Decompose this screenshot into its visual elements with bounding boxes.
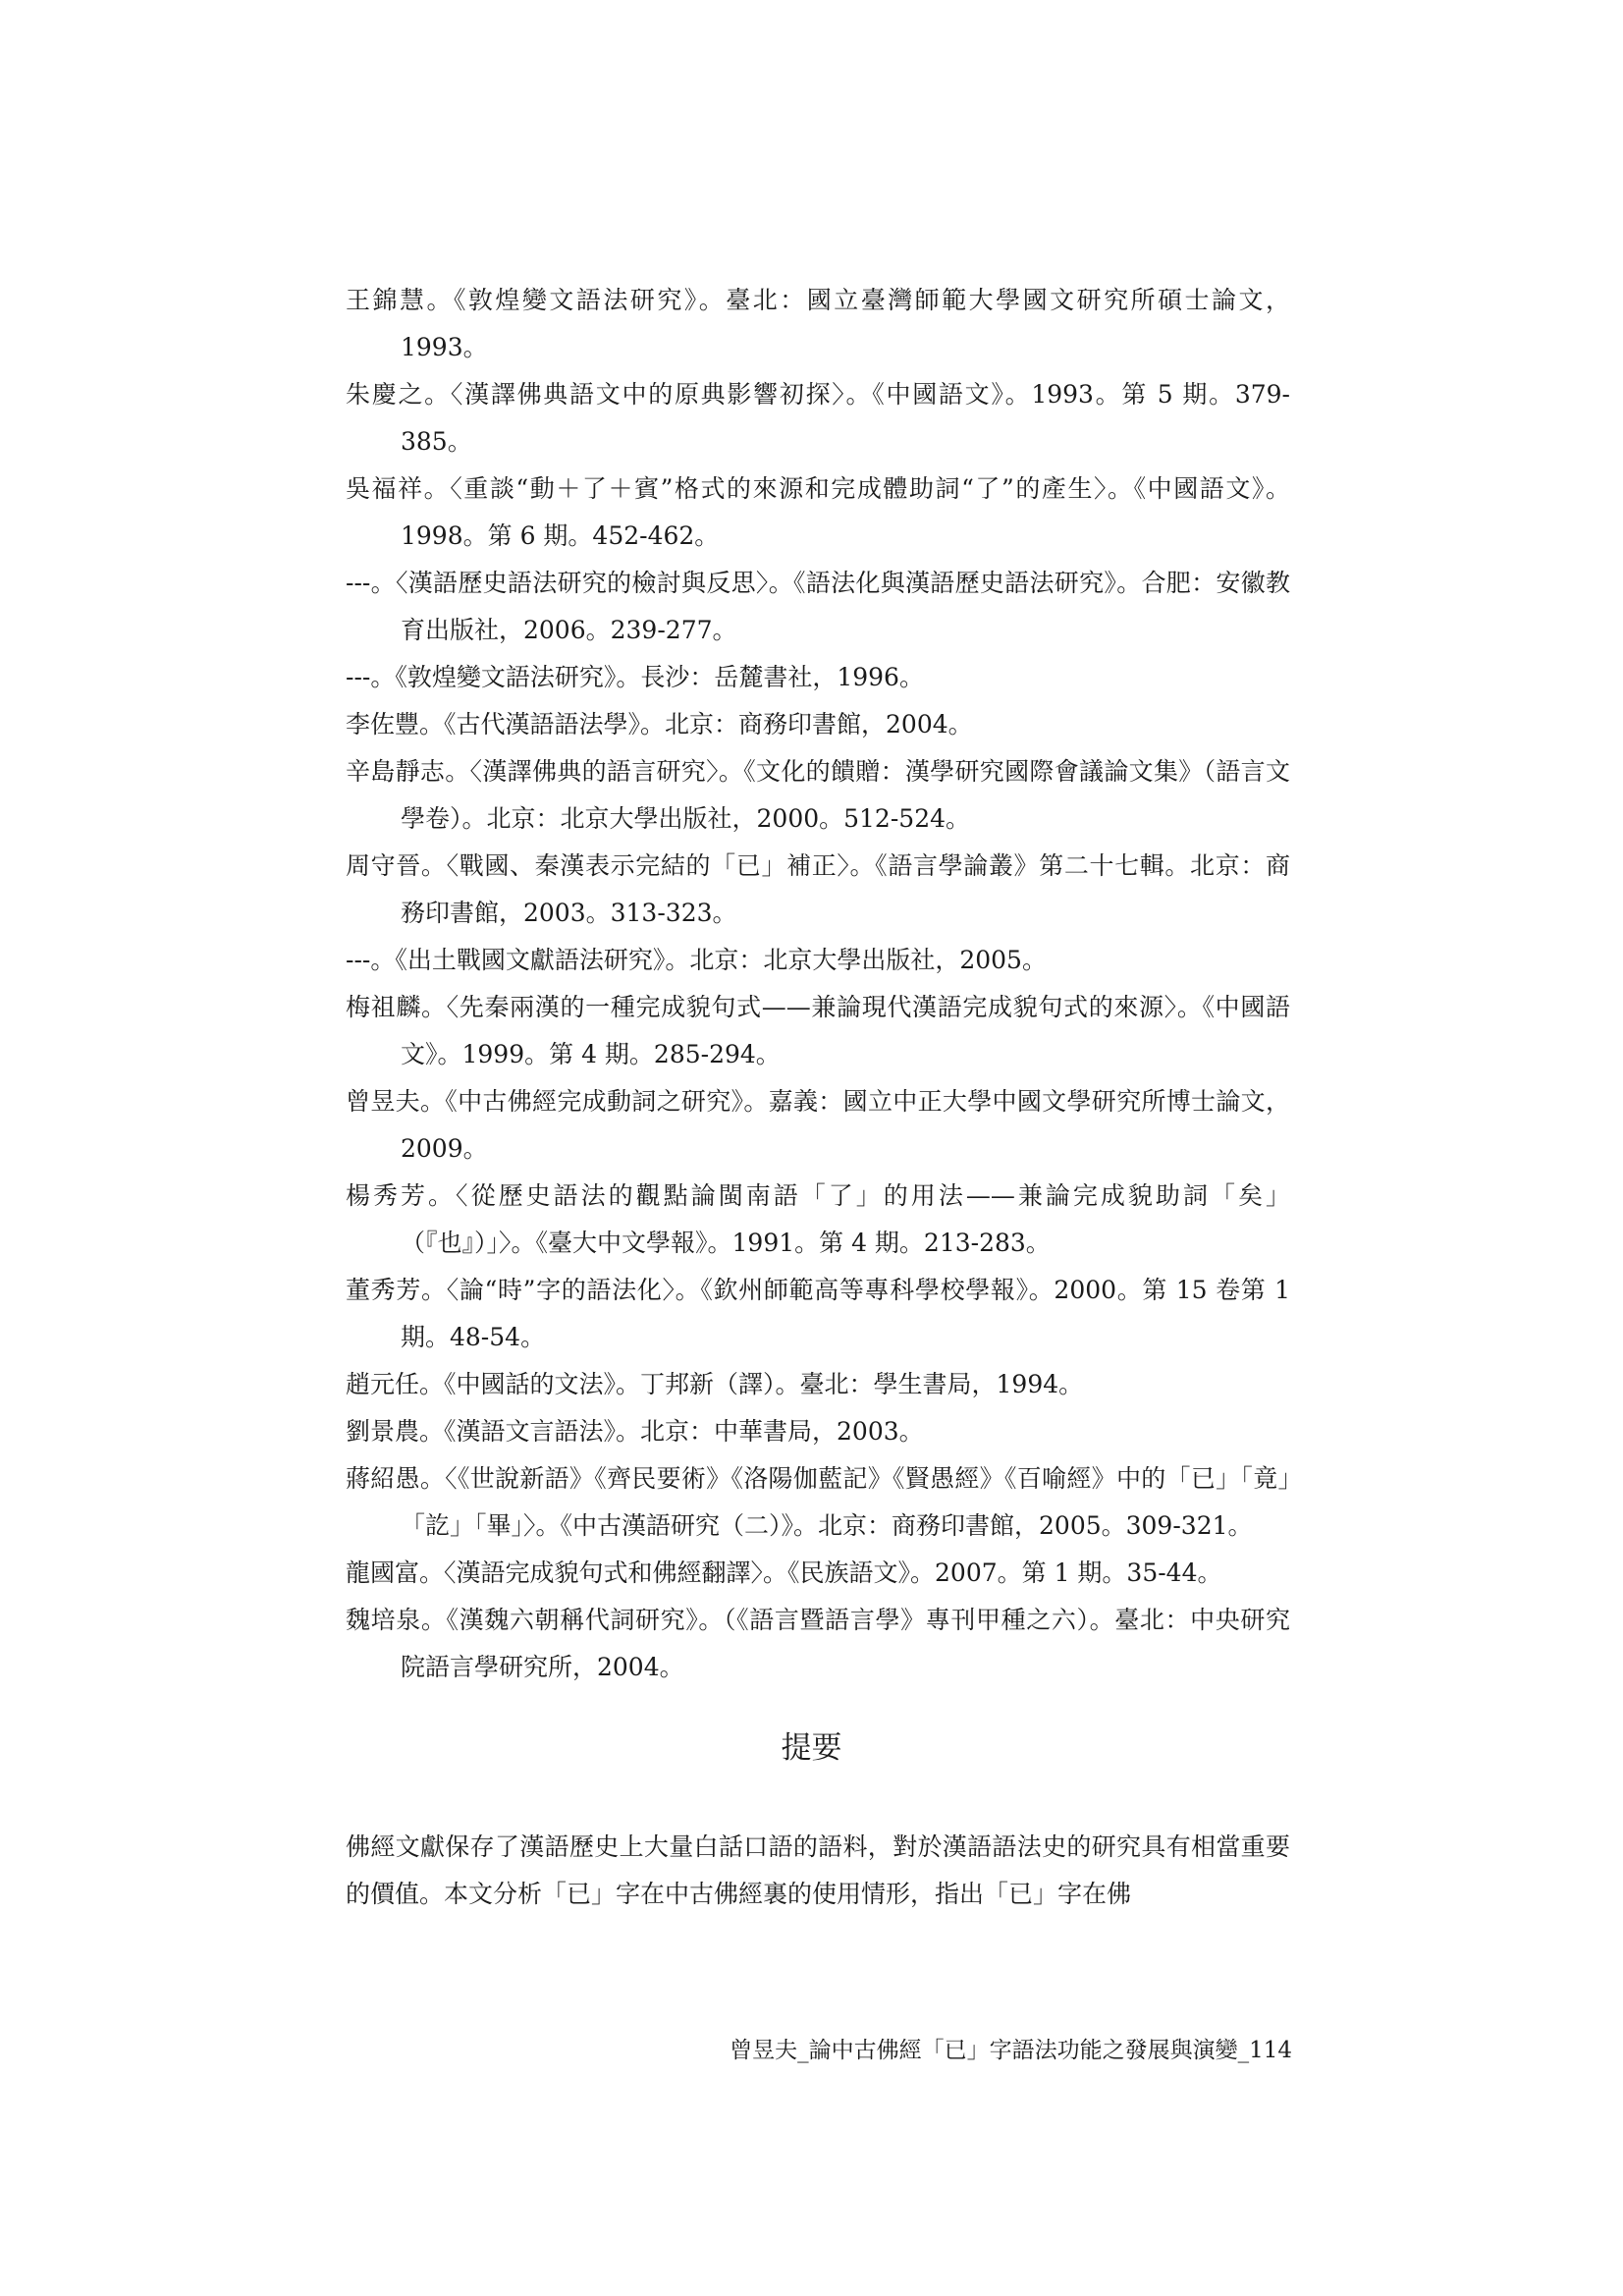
reference-entry: 朱慶之。〈漢譯佛典語文中的原典影響初探〉。《中國語文》。1993。第 5 期。379-385。 xyxy=(346,380,1290,456)
reference-entry: ---。〈漢語歷史語法研究的檢討與反思〉。《語法化與漢語歷史語法研究》。合肥：安徽教育出版社，2006。239-277。 xyxy=(346,569,1290,644)
reference-entry: 董秀芳。〈論“時”字的語法化〉。《欽州師範高等專科學校學報》。2000。第 15 卷第 1 期。48-54。 xyxy=(346,1276,1290,1351)
reference-entry: 蔣紹愚。〈《世說新語》《齊民要術》《洛陽伽藍記》《賢愚經》《百喻經》中的「已」「竟」「訖」「畢」〉。《中古漢語研究（二）》。北京：商務印書館，2005。309-321。 xyxy=(346,1464,1290,1540)
reference-entry: 王錦慧。《敦煌變文語法研究》。臺北：國立臺灣師範大學國文研究所碩士論文，1993。 xyxy=(346,286,1290,361)
reference-entry: 龍國富。〈漢語完成貌句式和佛經翻譯〉。《民族語文》。2007。第 1 期。35-44。 xyxy=(346,1558,1222,1587)
reference-entry: 魏培泉。《漢魏六朝稱代詞研究》。（《語言暨語言學》專刊甲種之六）。臺北：中央研究院語言學研究所，2004。 xyxy=(346,1606,1290,1681)
reference-entry: 楊秀芳。〈從歷史語法的觀點論閩南語「了」的用法——兼論完成貌助詞「矣」（『也』）」〉。《臺大中文學報》。1991。第 4 期。213-283。 xyxy=(346,1181,1290,1257)
reference-entry: 李佐豐。《古代漢語語法學》。北京：商務印書館，2004。 xyxy=(346,710,973,738)
abstract-heading: 提要 xyxy=(781,1730,842,1766)
abstract-text: 佛經文獻保存了漢語歷史上大量白話口語的語料，對於漢語語法史的研究具有相當重要的價值。本文分析「已」字在中古佛經裏的使用情形，指出「已」字在佛 xyxy=(346,1832,1290,1908)
reference-entry: 辛島靜志。〈漢譯佛典的語言研究〉。《文化的饋贈：漢學研究國際會議論文集》（語言文學卷）。北京：北京大學出版社，2000。512-524。 xyxy=(346,757,1290,833)
reference-entry: 趙元任。《中國話的文法》。丁邦新（譯）。臺北：學生書局，1994。 xyxy=(346,1370,1084,1398)
reference-entry: 周守晉。〈戰國、秦漢表示完結的「已」補正〉。《語言學論叢》第二十七輯。北京：商務印書館，2003。313-323。 xyxy=(346,851,1290,927)
page-footer: 曾昱夫_論中古佛經「已」字語法功能之發展與演變_114 xyxy=(730,2038,1292,2063)
reference-entry: 劉景農。《漢語文言語法》。北京：中華書局，2003。 xyxy=(346,1417,924,1446)
reference-entry: 曾昱夫。《中古佛經完成動詞之研究》。嘉義：國立中正大學中國文學研究所博士論文，2009。 xyxy=(346,1087,1290,1163)
reference-entry: 梅祖麟。〈先秦兩漢的一種完成貌句式——兼論現代漢語完成貌句式的來源〉。《中國語文》。1999。第 4 期。285-294。 xyxy=(346,993,1290,1068)
reference-entry: ---。《敦煌變文語法研究》。長沙：岳麓書社，1996。 xyxy=(346,663,924,691)
reference-entry: ---。《出土戰國文獻語法研究》。北京：北京大學出版社，2005。 xyxy=(346,946,1047,974)
reference-entry: 吳福祥。〈重談“動＋了＋賓”格式的來源和完成體助詞“了”的產生〉。《中國語文》。1998。第 6 期。452-462。 xyxy=(346,474,1290,550)
reference-list xyxy=(346,277,1290,1691)
